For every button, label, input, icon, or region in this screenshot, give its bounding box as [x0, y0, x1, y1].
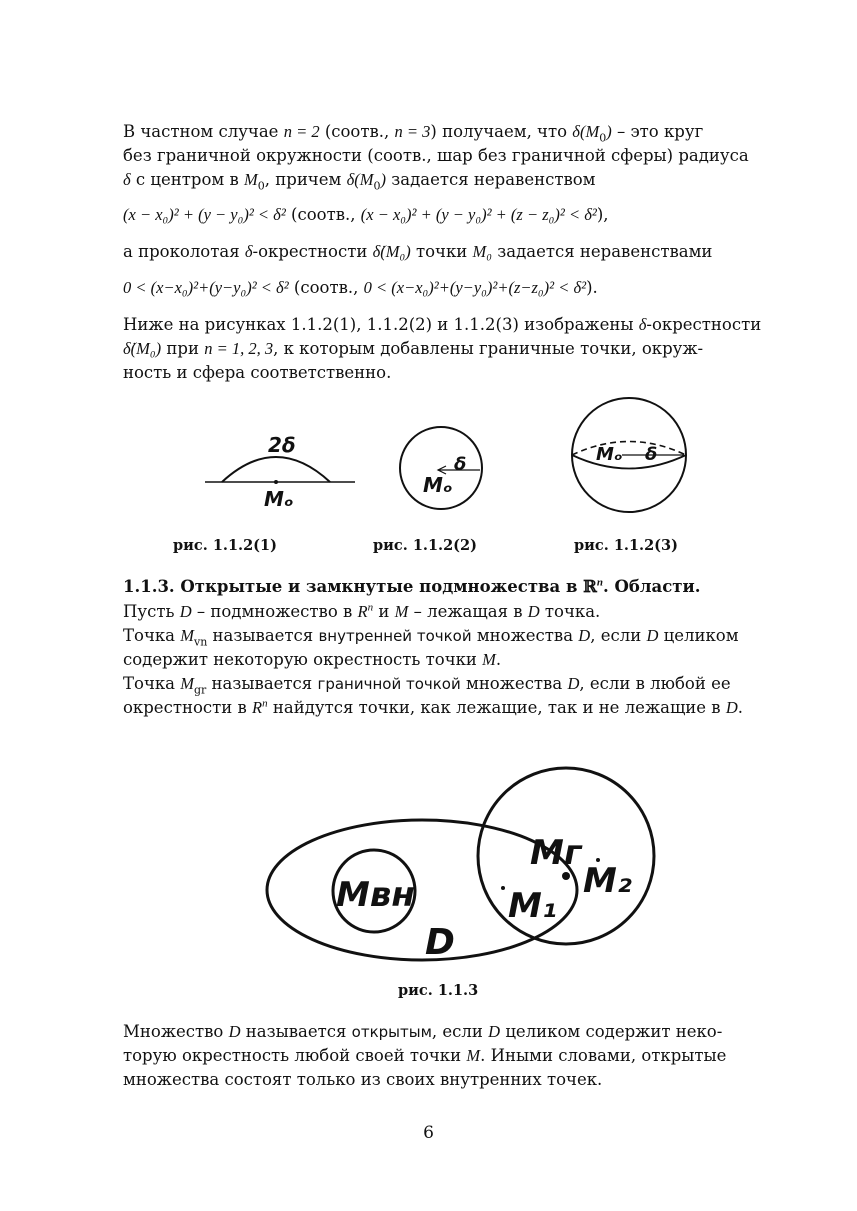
subscript: 0	[257, 179, 265, 193]
page-number: 6	[423, 1123, 434, 1143]
superscript: n	[596, 576, 603, 589]
text-line	[123, 648, 740, 672]
label-d: D	[425, 922, 455, 963]
math: )	[606, 122, 612, 141]
caption-fig-1-1-2-1: рис. 1.1.2(1)	[173, 537, 277, 554]
point	[274, 480, 278, 484]
paragraph-intro	[123, 120, 749, 193]
math: M	[394, 602, 409, 621]
superscript: n	[367, 601, 374, 614]
text: Точка	[123, 674, 181, 693]
text-line	[123, 600, 740, 624]
text: (соотв.,	[319, 122, 395, 141]
section-definitions	[123, 600, 744, 720]
text: Пусть	[123, 602, 180, 621]
equator-front	[572, 455, 686, 469]
math: (x − x₀)² + (y − y₀)² + (z − z₀)² < δ²	[360, 205, 597, 224]
text: – лежащая в	[408, 602, 528, 621]
text-line	[123, 672, 740, 696]
text-line	[123, 696, 744, 720]
math: M	[466, 1046, 481, 1065]
subscript: 0	[373, 179, 381, 193]
text: ),	[596, 205, 609, 224]
math: δ̇(M₀)	[372, 242, 411, 261]
text: называется	[206, 674, 318, 693]
text: и	[373, 602, 395, 621]
label-mvn: Mвн	[336, 875, 415, 915]
math: D	[228, 1022, 241, 1041]
text: торую окрестность любой своей точки	[123, 1046, 467, 1065]
section-heading	[123, 577, 700, 596]
figure-disk	[400, 427, 482, 509]
text: , к которым добавлены граничные точки, окруж-	[273, 339, 704, 358]
text-line: множества состоят только из своих внутренних точек.	[123, 1070, 603, 1089]
text: задается неравенством	[386, 170, 596, 189]
math: δ(M	[346, 170, 374, 189]
math: D	[725, 698, 738, 717]
term: граничной точкой	[317, 675, 461, 693]
text: называется	[207, 626, 319, 645]
paragraph-open-set	[123, 1020, 740, 1092]
math: M	[180, 626, 194, 645]
text: при	[161, 339, 205, 358]
figures-neighbourhoods	[0, 390, 857, 530]
math: M₀	[472, 242, 492, 261]
equator-back	[572, 442, 686, 456]
math: R	[357, 602, 368, 621]
text-punctured	[123, 240, 740, 264]
text: , причем	[264, 170, 347, 189]
math: (x − x₀)² + (y − y₀)² < δ²	[123, 205, 286, 224]
math: D	[567, 674, 580, 693]
text: . Иными словами, открытые	[480, 1046, 727, 1065]
text: задается неравенствами	[492, 242, 713, 261]
math: n = 3	[394, 122, 431, 141]
text-line: ность и сфера соответственно.	[123, 363, 392, 382]
math: D	[179, 602, 192, 621]
text: . Области.	[603, 577, 701, 596]
text-line	[123, 624, 740, 648]
text: точки	[410, 242, 473, 261]
figure-open-set	[0, 760, 857, 980]
label-m0: Mₒ	[423, 473, 453, 497]
math: M	[244, 170, 258, 189]
text-line	[123, 313, 762, 337]
label-mg: Mг	[530, 833, 582, 873]
math: δ̇(M₀)	[123, 339, 162, 358]
text: , если	[590, 626, 647, 645]
arc	[222, 457, 330, 482]
superscript: n	[262, 697, 268, 710]
text: окрестности в	[123, 698, 253, 717]
text-line	[123, 120, 740, 144]
label-m0: Mₒ	[596, 444, 623, 465]
label-m0: Mₒ	[264, 487, 294, 511]
math: D	[527, 602, 540, 621]
caption-fig-1-1-3: рис. 1.1.3	[398, 982, 479, 999]
equation-disk	[123, 203, 740, 227]
math: δ	[123, 170, 131, 189]
text: найдутся точки, как лежащие, так и не лежащие в	[267, 698, 726, 717]
text: – подмножество в	[191, 602, 358, 621]
text: множества	[460, 674, 568, 693]
text-line	[123, 1020, 740, 1044]
term: внутренней точкой	[318, 627, 472, 645]
math: R	[252, 698, 263, 717]
text-line	[123, 1044, 740, 1068]
text: целиком	[658, 626, 739, 645]
text: В частном случае	[123, 122, 284, 141]
math: δ(M	[572, 122, 600, 141]
text: содержит некоторую окрестность точки	[123, 650, 483, 669]
boundary-point	[562, 872, 570, 880]
text: Множество	[123, 1022, 229, 1041]
label-delta: δ	[645, 444, 658, 465]
caption-fig-1-1-2-3: рис. 1.1.2(3)	[574, 537, 678, 554]
text: ) получаем, что	[430, 122, 573, 141]
text: -окрестности	[646, 315, 762, 334]
math: n = 1, 2, 3	[204, 339, 274, 358]
text: -окрестности	[252, 242, 373, 261]
text: ).	[586, 278, 598, 297]
label-m2: M₂	[583, 861, 632, 901]
text-line	[123, 168, 740, 192]
text: .	[495, 650, 502, 669]
math: D	[578, 626, 591, 645]
text: множества	[471, 626, 579, 645]
math: D	[488, 1022, 501, 1041]
math: δ	[244, 242, 253, 261]
math: ℝ	[583, 577, 597, 596]
math: D	[646, 626, 659, 645]
text: точка.	[539, 602, 601, 621]
text: (соотв.,	[285, 205, 361, 224]
equation-punctured	[123, 276, 740, 300]
label-delta: δ	[454, 454, 467, 475]
text: , если в любой ее	[579, 674, 731, 693]
math: δ	[638, 315, 647, 334]
subscript: 0	[599, 131, 607, 145]
text-line	[123, 337, 740, 361]
math: M	[180, 674, 194, 693]
subscript: vn	[194, 635, 208, 649]
text: (соотв.,	[288, 278, 364, 297]
text: Точка	[123, 626, 181, 645]
caption-fig-1-1-2-2: рис. 1.1.2(2)	[373, 537, 477, 554]
text: Ниже на рисунках 1.1.2(1), 1.1.2(2) и 1.1.2(3) изображены	[123, 315, 639, 334]
math: n = 2	[283, 122, 320, 141]
math: 0 < (x−x₀)²+(y−y₀)² < δ²	[123, 278, 289, 297]
point-m1	[501, 886, 505, 890]
math: 0 < (x−x₀)²+(y−y₀)²+(z−z₀)² < δ²	[363, 278, 587, 297]
subscript: gr	[194, 683, 207, 697]
paragraph-figures-intro	[123, 313, 762, 385]
text: с центром в	[130, 170, 245, 189]
figure-ball	[572, 398, 686, 512]
text: целиком содержит неко-	[500, 1022, 723, 1041]
text: , если	[431, 1022, 489, 1041]
text: – это круг	[611, 122, 704, 141]
label-m1: M₁	[508, 886, 557, 926]
text: 1.1.3. Открытые и замкнутые подмножества в	[123, 577, 584, 596]
figure-interval	[205, 433, 355, 511]
text: а проколотая	[123, 242, 245, 261]
text: .	[737, 698, 744, 717]
math: M	[482, 650, 496, 669]
math: )	[380, 170, 386, 189]
text: называется	[240, 1022, 352, 1041]
term: открытым	[351, 1023, 432, 1041]
text-line: без граничной окружности (соотв., шар без граничной сферы) радиуса	[123, 146, 749, 165]
label-2delta: 2δ	[268, 433, 296, 457]
